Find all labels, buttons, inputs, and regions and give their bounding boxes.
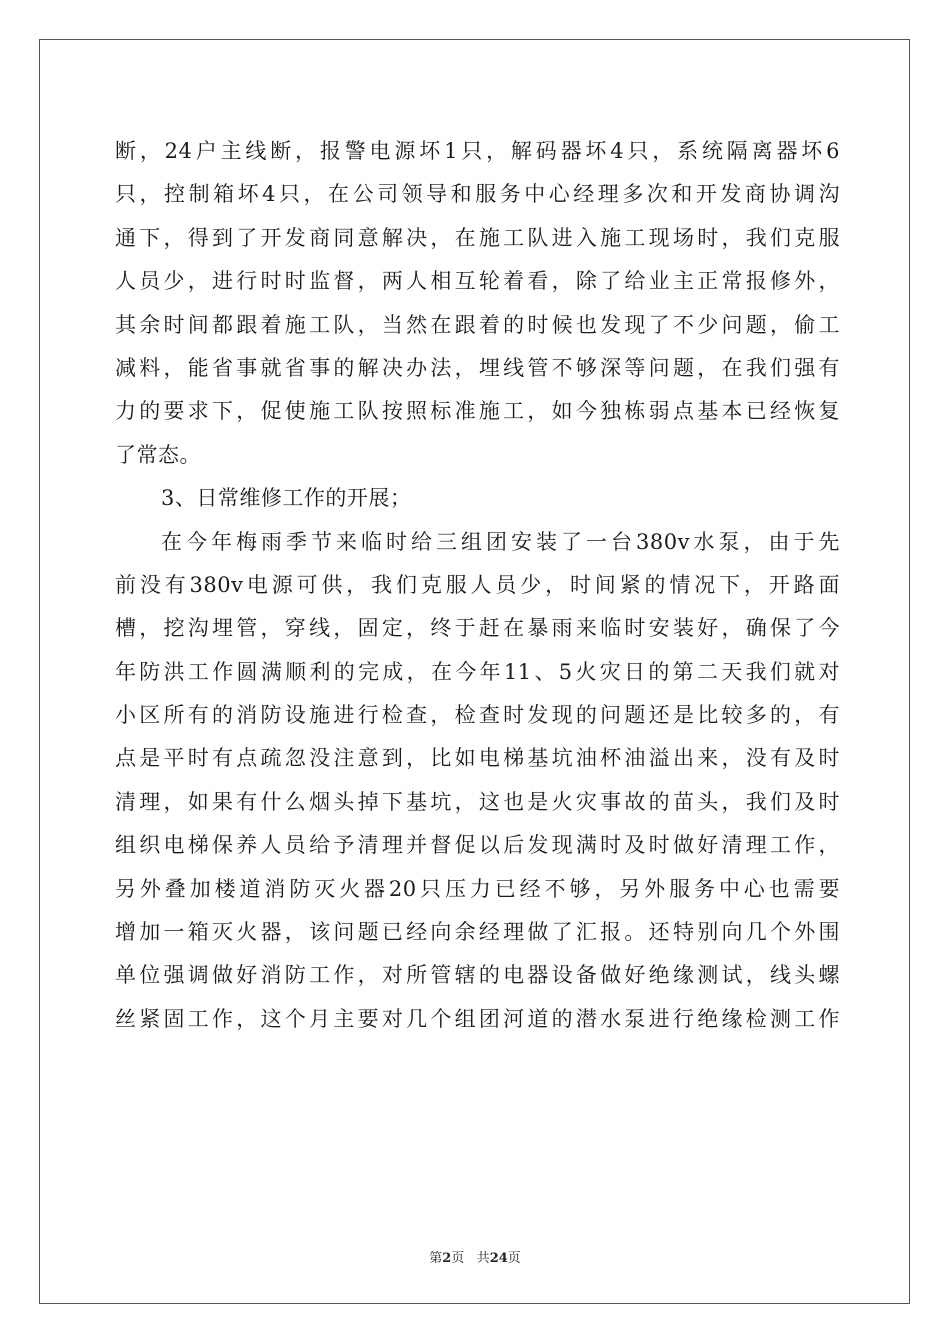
page-number: 第2页 [429,1251,465,1266]
text-line: 另外叠加楼道消防灭火器20只压力已经不够，另外服务中心也需要 [115,876,840,901]
text-line: 了常态。 [115,442,201,467]
text-line: 通下，得到了开发商同意解决，在施工队进入施工现场时，我们克服 [115,225,840,250]
text-line: 点是平时有点疏忽没注意到，比如电梯基坑油杯油溢出来，没有及时 [115,746,840,771]
text-line: 清理，如果有什么烟头掉下基坑，这也是火灾事故的苗头，我们及时 [115,789,840,814]
text-line: 槽，挖沟埋管，穿线，固定，终于赶在暴雨来临时安装好，确保了今 [115,616,840,641]
text-line: 前没有380v电源可供，我们克服人员少，时间紧的情况下，开路面 [115,572,840,597]
page-footer [0,1247,950,1266]
text-line: 其余时间都跟着施工队，当然在跟着的时候也发现了不少问题，偷工 [115,312,840,337]
text-line: 单位强调做好消防工作，对所管辖的电器设备做好绝缘测试，线头螺 [115,963,840,988]
text-line: 力的要求下，促使施工队按照标准施工，如今独栋弱点基本已经恢复 [115,399,840,424]
document-body [115,130,840,1041]
text-line: 在今年梅雨季节来临时给三组团安装了一台380v水泵，由于先 [161,529,840,554]
text-line: 年防洪工作圆满顺利的完成，在今年11、5火灾日的第二天我们就对 [115,659,840,684]
text-line: 人员少，进行时时监督，两人相互轮着看，除了给业主正常报修外， [115,269,840,294]
text-line: 断，24户主线断，报警电源坏1只，解码器坏4只，系统隔离器坏6 [115,139,840,163]
text-line: 丝紧固工作，这个月主要对几个组团河道的潜水泵进行绝缘检测工作 [115,1006,840,1031]
text-line: 增加一箱灭火器，该问题已经向余经理做了汇报。还特别向几个外围 [115,920,840,945]
text-line: 只，控制箱坏4只，在公司领导和服务中心经理多次和开发商协调沟 [115,182,840,207]
text-line: 小区所有的消防设施进行检查，检查时发现的问题还是比较多的，有 [115,703,840,728]
text-line: 3、日常维修工作的开展； [161,486,412,511]
text-line: 组织电梯保养人员给予清理并督促以后发现满时及时做好清理工作， [115,833,840,858]
total-pages: 共24页 [476,1251,521,1266]
text-line: 减料，能省事就省事的解决办法，埋线管不够深等问题，在我们强有 [115,355,840,380]
